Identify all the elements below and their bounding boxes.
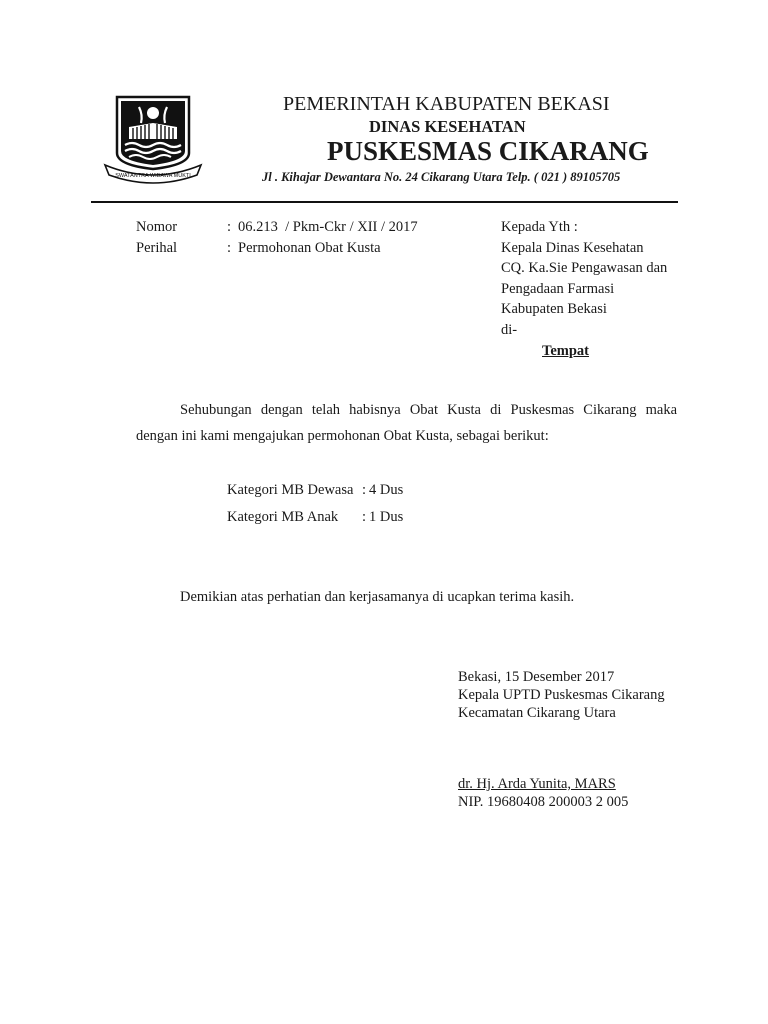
government-title: PEMERINTAH KABUPATEN BEKASI: [283, 93, 610, 115]
perihal-label: Perihal: [136, 240, 178, 256]
nomor-label: Nomor: [136, 219, 178, 235]
signatory-name: dr. Hj. Arda Yunita, MARS: [458, 776, 616, 792]
recipient-line: CQ. Ka.Sie Pengawasan dan: [501, 260, 668, 276]
item-value: 1 Dus: [369, 509, 404, 525]
recipient-line: Kepada Yth :: [501, 219, 578, 235]
perihal-value: Permohonan Obat Kusta: [238, 240, 381, 256]
nomor-separator: :: [227, 219, 232, 235]
recipient-line: Kabupaten Bekasi: [501, 301, 607, 317]
signature-place-date: Bekasi, 15 Desember 2017: [458, 669, 615, 685]
letterhead-address: Jl . Kihajar Dewantara No. 24 Cikarang Utara Telp. ( 021 ) 89105705: [262, 170, 621, 184]
signatory-nip: NIP. 19680408 200003 2 005: [458, 794, 629, 810]
recipient-place: Tempat: [542, 343, 589, 359]
item-separator: :: [362, 509, 367, 525]
signature-position: Kecamatan Cikarang Utara: [458, 705, 616, 721]
recipient-line: di-: [501, 322, 518, 338]
recipient-line: Kepala Dinas Kesehatan: [501, 240, 644, 256]
item-label: Kategori MB Anak: [227, 509, 339, 525]
closing-sentence: Demikian atas perhatian dan kerjasamanya di ucapkan terima kasih.: [180, 589, 575, 605]
body-paragraph-line2: dengan ini kami mengajukan permohonan Obat Kusta, sebagai berikut:: [136, 428, 549, 444]
letterhead-divider: [91, 201, 678, 203]
recipient-line: Pengadaan Farmasi: [501, 281, 615, 297]
item-label: Kategori MB Dewasa: [227, 482, 354, 498]
item-separator: :: [362, 482, 367, 498]
nomor-value: 06.213 / Pkm-Ckr / XII / 2017: [238, 219, 418, 235]
agency-title: DINAS KESEHATAN: [369, 117, 526, 136]
signature-position: Kepala UPTD Puskesmas Cikarang: [458, 687, 665, 703]
perihal-separator: :: [227, 240, 232, 256]
item-value: 4 Dus: [369, 482, 404, 498]
logo-motto: SWATANTRA WIBAWA MUKTI: [115, 173, 191, 179]
body-paragraph-line1: Sehubungan dengan telah habisnya Obat Kusta di Puskesmas Cikarang maka: [180, 402, 677, 418]
kabupaten-bekasi-seal-icon: [103, 93, 203, 185]
facility-title: PUSKESMAS CIKARANG: [327, 136, 649, 166]
